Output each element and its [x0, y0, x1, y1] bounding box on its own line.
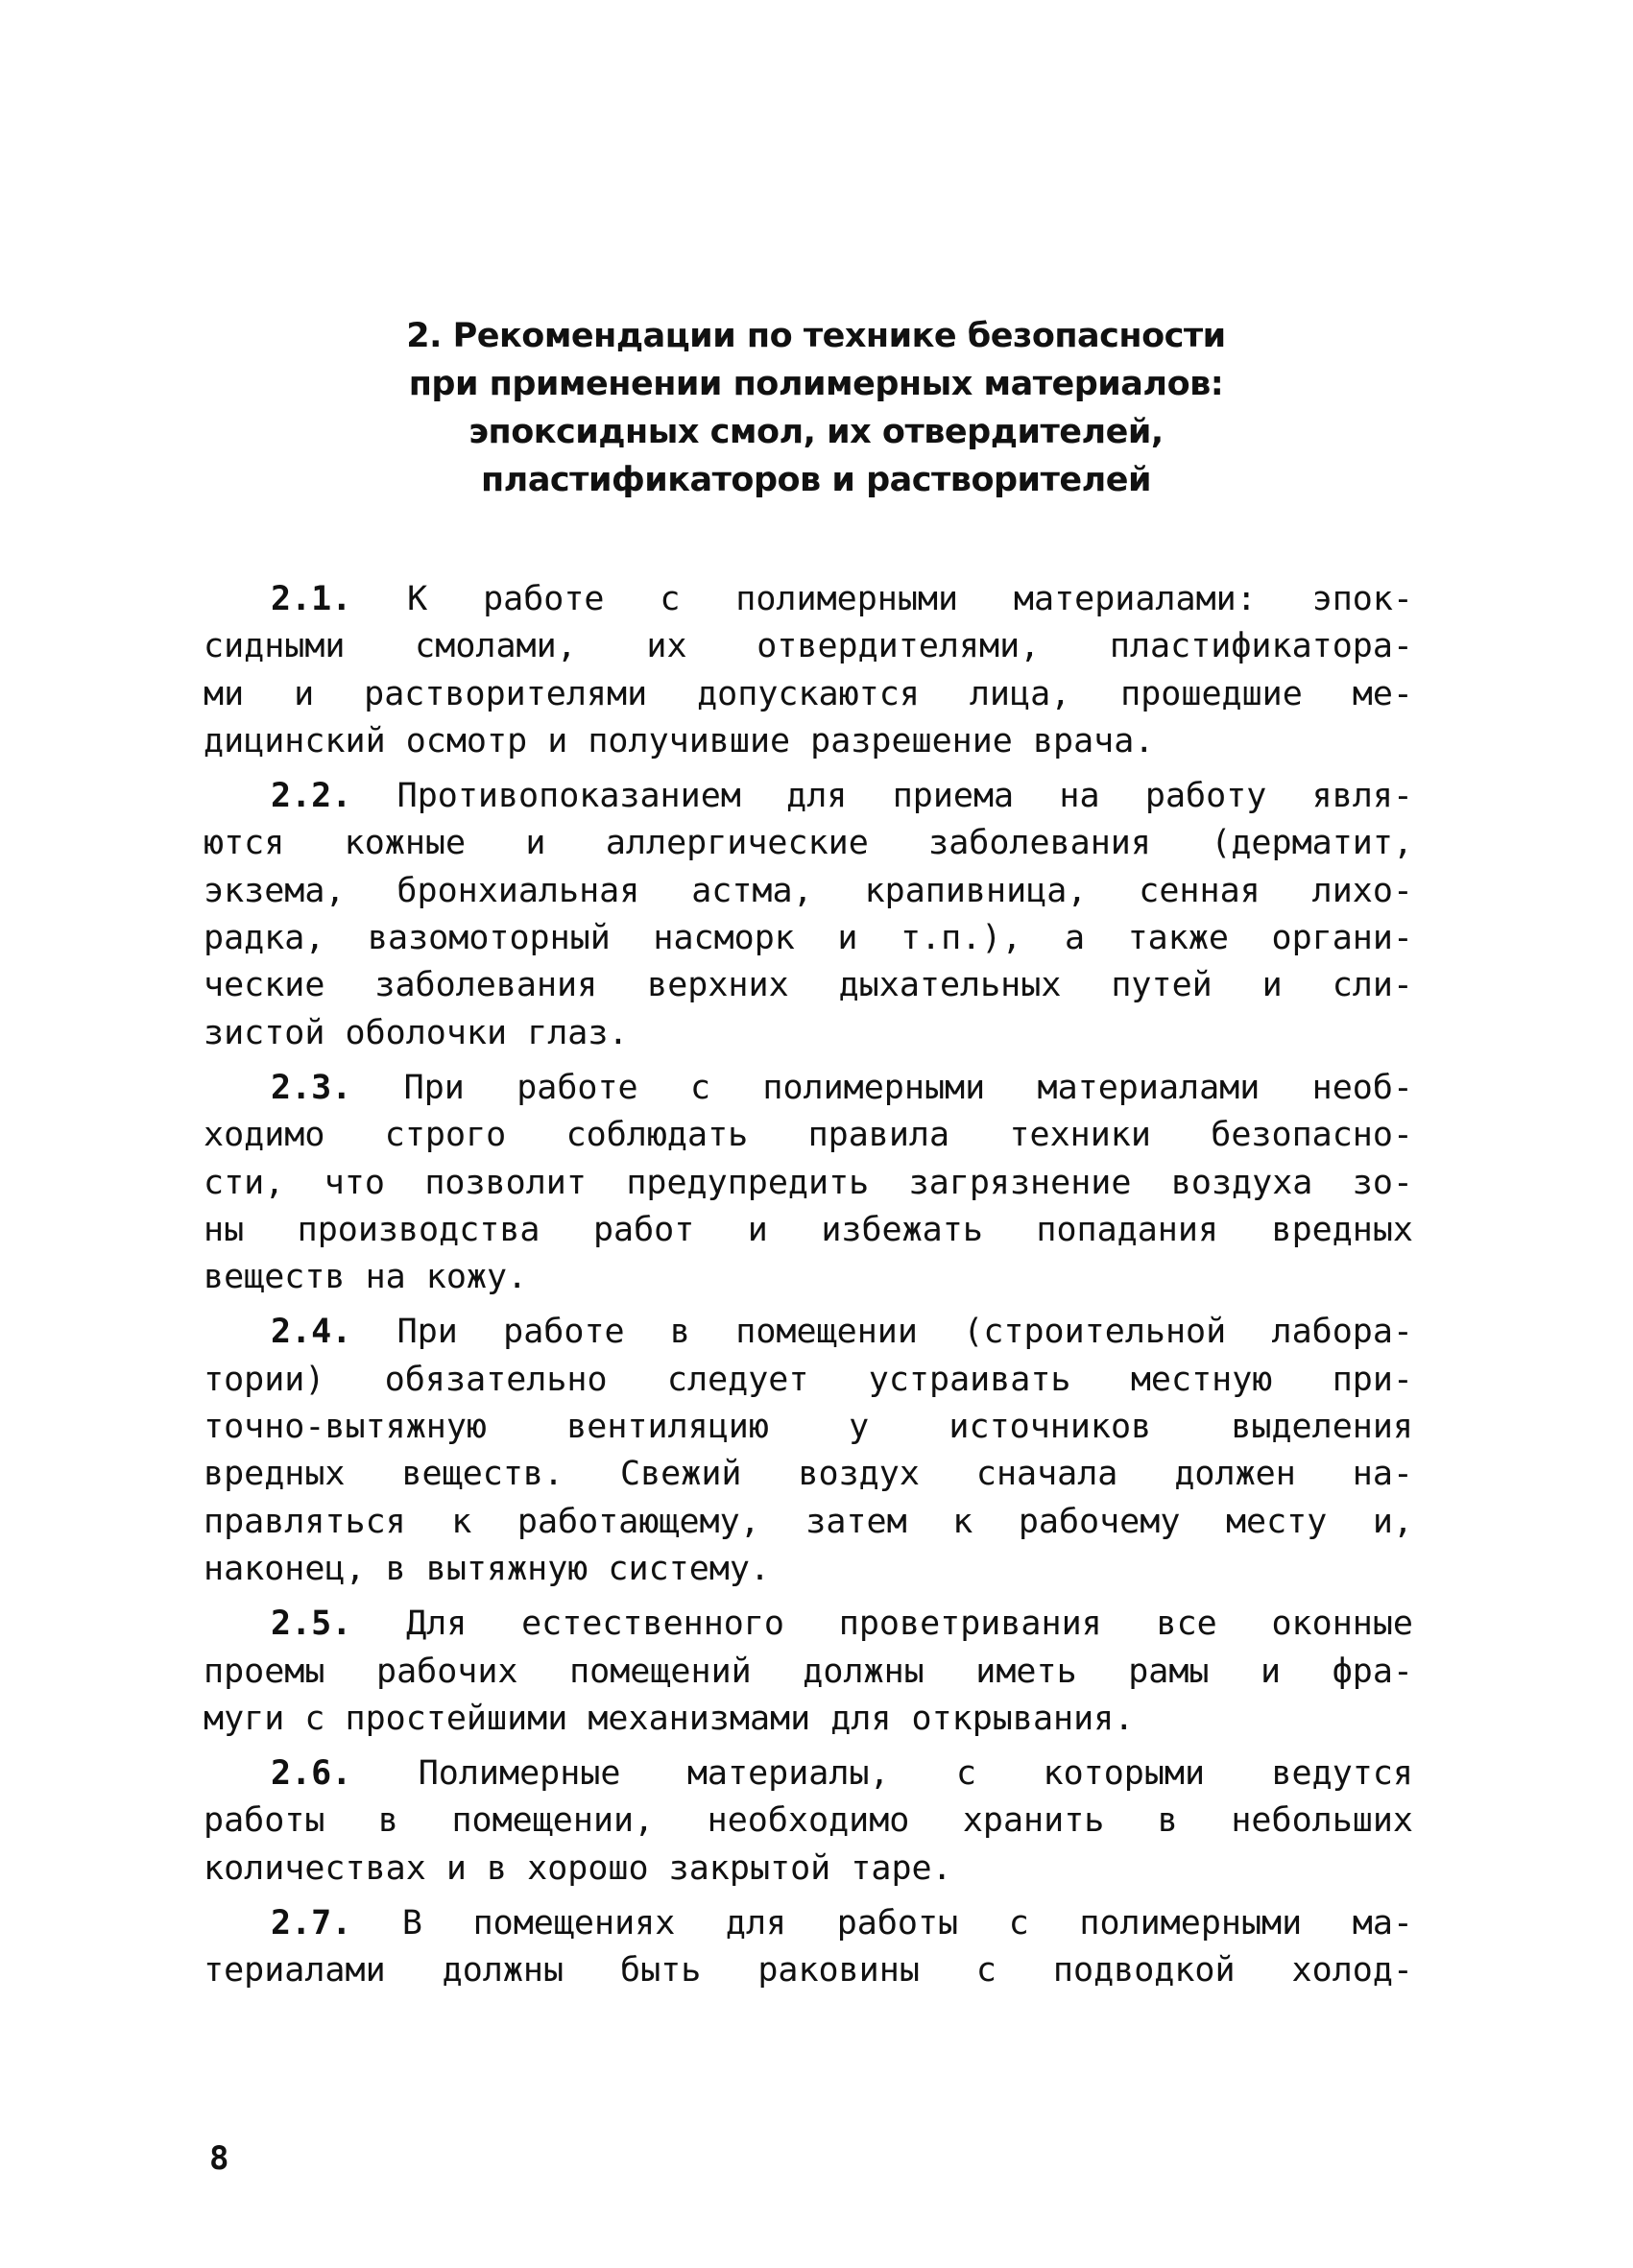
text-line: [204, 915, 1413, 962]
line-text: радка, вазомоторный насморк и т.п.), а также органи-: [204, 919, 1413, 958]
line-text: количествах и в хорошо закрытой таре.: [204, 1848, 952, 1888]
clause-number: 2.4.: [271, 1313, 352, 1352]
clause-number: 2.1.: [271, 580, 352, 618]
line-text: Для естественного проветривания все оконные: [406, 1604, 1413, 1644]
line-text: К работе с полимерными материалами: эпок-: [407, 580, 1413, 618]
clause-number: 2.2.: [271, 777, 352, 816]
text-line: [204, 1254, 1413, 1301]
section-heading: [288, 312, 1344, 504]
paragraph-2-7: [204, 1900, 1413, 1995]
clause-number: 2.5.: [271, 1604, 352, 1644]
line-text: Противопоказанием для приема на работу явля-: [396, 777, 1413, 816]
text-line: [204, 1846, 1413, 1893]
text-line: [204, 773, 1413, 820]
text-line: [204, 1900, 1413, 1947]
clause-number: 2.3.: [271, 1068, 352, 1107]
line-text: При работе с полимерными материалами необ-: [403, 1068, 1413, 1107]
text-line: [204, 1404, 1413, 1451]
line-text: В помещениях для работы с полимерными ма-: [401, 1904, 1413, 1943]
paragraph-2-4: [204, 1309, 1413, 1593]
text-line: [204, 1947, 1413, 1994]
text-line: [204, 1065, 1413, 1112]
line-text: сидными смолами, их отвердителями, пластификатора-: [204, 627, 1413, 666]
page-number: 8: [209, 2139, 229, 2178]
line-text: зистой оболочки глаз.: [204, 1013, 629, 1052]
text-line: [204, 1499, 1413, 1546]
paragraph-2-2: [204, 773, 1413, 1057]
line-text: веществ на кожу.: [204, 1258, 528, 1297]
line-text: проемы рабочих помещений должны иметь рамы и фра-: [204, 1652, 1413, 1691]
line-text: сти, что позволит предупредить загрязнение воздуха зо-: [204, 1163, 1413, 1202]
line-text: экзема, бронхиальная астма, крапивница, сенная лихо-: [204, 871, 1413, 910]
document-body: [204, 576, 1413, 1995]
line-text: ходимо строго соблюдать правила техники безопасно-: [204, 1116, 1413, 1155]
line-text: ческие заболевания верхних дыхательных путей и сли-: [204, 966, 1413, 1005]
line-text: работы в помещении, необходимо хранить в небольших: [204, 1801, 1413, 1841]
text-line: [204, 1160, 1413, 1207]
text-line: [204, 1601, 1413, 1648]
line-text: При работе в помещении (строительной лабора-: [396, 1313, 1413, 1352]
text-line: [204, 1696, 1413, 1743]
text-line: [204, 1309, 1413, 1356]
text-line: [204, 718, 1413, 765]
line-text: ются кожные и аллергические заболевания (дерматит,: [204, 824, 1413, 863]
text-line: [204, 671, 1413, 718]
text-line: [204, 868, 1413, 915]
line-text: правляться к работающему, затем к рабочему месту и,: [204, 1502, 1413, 1541]
text-line: [204, 1798, 1413, 1845]
line-text: ны производства работ и избежать попадания вредных: [204, 1210, 1413, 1249]
line-text: Полимерные материалы, с которыми ведутся: [418, 1754, 1413, 1794]
text-line: [204, 1112, 1413, 1159]
text-line: [204, 1010, 1413, 1057]
paragraph-2-1: [204, 576, 1413, 765]
text-line: [204, 820, 1413, 867]
line-text: вредных веществ. Свежий воздух сначала должен на-: [204, 1455, 1413, 1494]
heading-line: эпоксидных смол, их отвердителей,: [468, 413, 1164, 451]
clause-number: 2.7.: [271, 1904, 352, 1943]
heading-line: при применении полимерных материалов:: [408, 365, 1224, 403]
line-text: дицинский осмотр и получившие разрешение врача.: [204, 721, 1155, 760]
text-line: [204, 1649, 1413, 1696]
text-line: [204, 1750, 1413, 1798]
heading-line: пластификаторов и растворителей: [481, 461, 1151, 499]
paragraph-2-3: [204, 1065, 1413, 1301]
text-line: [204, 1207, 1413, 1254]
text-line: [204, 623, 1413, 670]
line-text: териалами должны быть раковины с подводкой холод-: [204, 1951, 1413, 1991]
text-line: [204, 962, 1413, 1009]
text-line: [204, 1357, 1413, 1404]
text-line: [204, 1451, 1413, 1498]
paragraph-2-6: [204, 1750, 1413, 1893]
line-text: муги с простейшими механизмами для открывания.: [204, 1699, 1135, 1738]
line-text: тории) обязательно следует устраивать местную при-: [204, 1360, 1413, 1399]
clause-number: 2.6.: [271, 1754, 352, 1794]
line-text: точно-вытяжную вентиляцию у источников выделения: [204, 1408, 1413, 1447]
text-line: [204, 576, 1413, 623]
heading-line: 2. Рекомендации по технике безопасности: [406, 317, 1226, 355]
text-line: [204, 1546, 1413, 1593]
paragraph-2-5: [204, 1601, 1413, 1743]
line-text: наконец, в вытяжную систему.: [204, 1549, 771, 1588]
line-text: ми и растворителями допускаются лица, прошедшие ме-: [204, 674, 1413, 713]
